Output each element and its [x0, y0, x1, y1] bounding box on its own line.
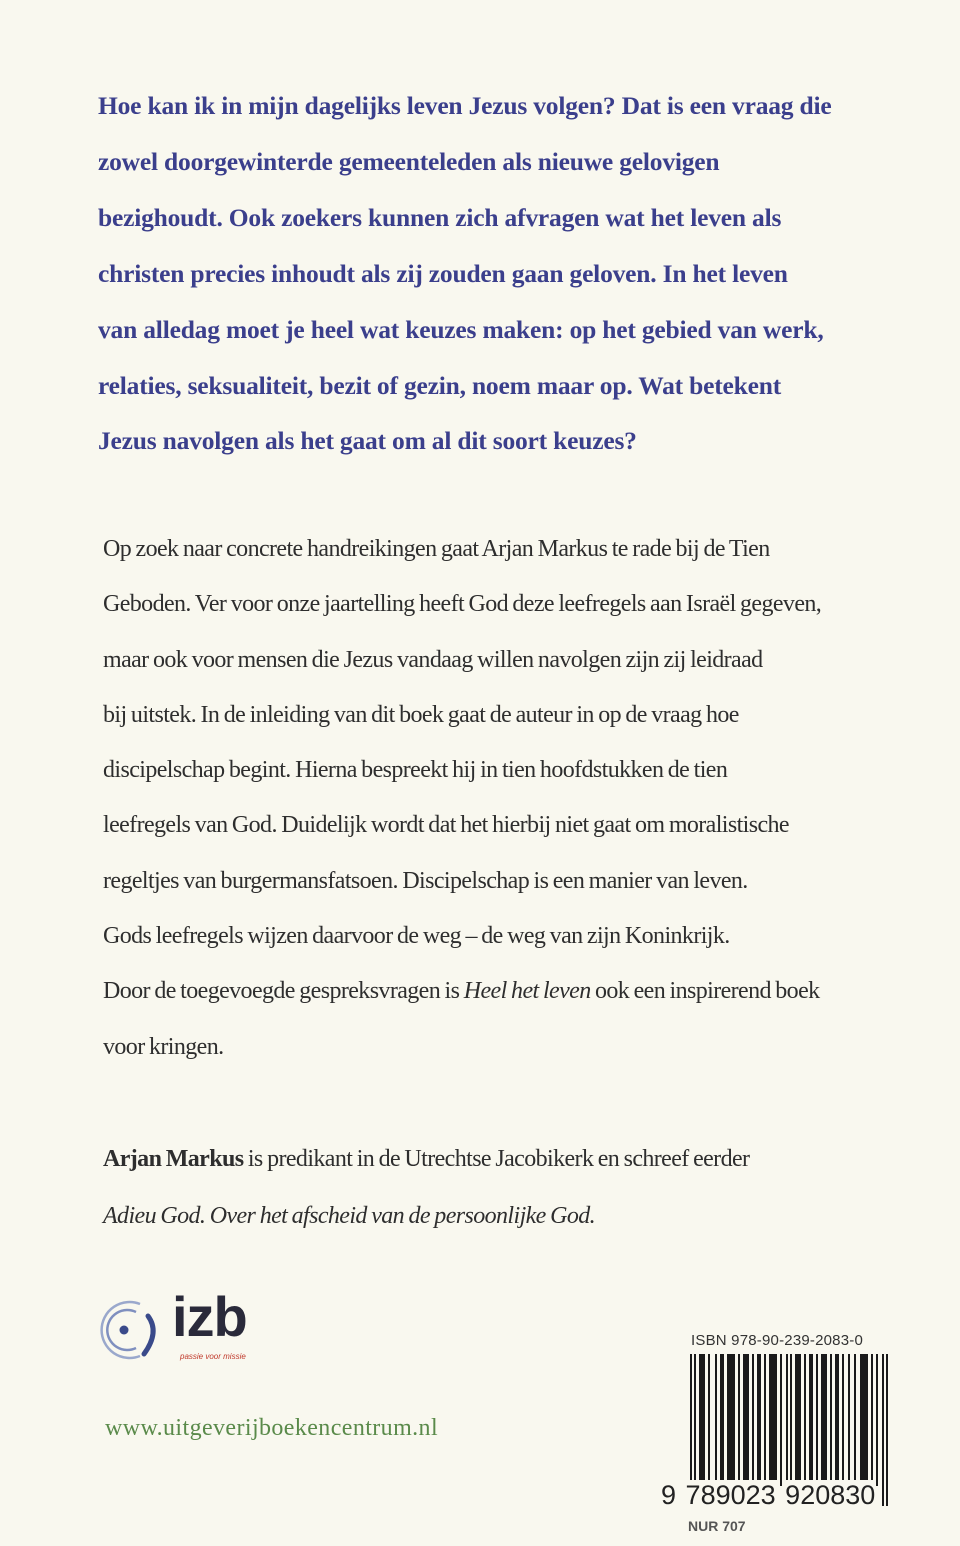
bio-text: is predikant in de Utrechtse Jacobikerk en schreef eerder	[243, 1146, 750, 1172]
body-line: Op zoek naar concrete handreikingen gaat Arjan Markus te rade bij de Tien	[103, 536, 770, 562]
isbn-barcode	[660, 1332, 896, 1546]
nur-code: NUR 707	[688, 1518, 746, 1534]
previous-book-text: Adieu God. Over het afscheid van de persoonlijke God.	[103, 1202, 596, 1229]
body-line: Geboden. Ver voor onze jaartelling heeft God deze leefregels aan Israël gegeven,	[103, 591, 822, 618]
author-name: Arjan Markus	[103, 1146, 244, 1172]
body-line: Gods leefregels wijzen daarvoor de weg – de weg van zijn Koninkrijk.	[103, 923, 730, 950]
intro-line: zowel doorgewinterde gemeenteleden als nieuwe gelovigen	[98, 146, 720, 176]
intro-line: Hoe kan ik in mijn dagelijks leven Jezus volgen? Dat is een vraag die	[98, 91, 832, 120]
previous-book-title	[103, 1188, 923, 1245]
intro-line: van alledag moet je heel wat keuzes maken: op het gebied van werk,	[98, 314, 824, 344]
description-paragraph	[103, 522, 923, 1075]
body-text: Door de toegevoegde gespreksvragen is	[103, 978, 464, 1005]
body-line: discipelschap begint. Hierna bespreekt hij in tien hoofdstukken de tien	[103, 757, 728, 784]
izb-logo	[100, 1285, 270, 1370]
intro-line: Jezus navolgen als het gaat om al dit soort keuzes?	[98, 426, 637, 456]
body-line	[103, 964, 923, 1019]
barcode-digits-left: 789023	[685, 1480, 776, 1510]
izb-tagline: passie voor missie	[180, 1352, 246, 1361]
author-bio	[103, 1131, 923, 1244]
body-line: regeltjes van burgermansfatsoen. Discipelschap is een manier van leven.	[103, 867, 748, 894]
body-line: maar ook voor mensen die Jezus vandaag willen navolgen zijn zij leidraad	[103, 646, 763, 673]
intro-line: relaties, seksualiteit, bezit of gezin, noem maar op. Wat betekent	[98, 370, 782, 400]
intro-paragraph	[98, 78, 918, 469]
izb-logo-text: izb	[172, 1285, 247, 1348]
barcode-digits-right: 920830	[785, 1480, 876, 1510]
body-line: bij uitstek. In de inleiding van dit boek gaat de auteur in op de vraag hoe	[103, 701, 739, 728]
body-text: ook een inspirerend boek	[590, 978, 820, 1005]
isbn-label: ISBN 978-90-239-2083-0	[691, 1332, 864, 1349]
body-line: leefregels van God. Duidelijk wordt dat het hierbij niet gaat om moralistische	[103, 812, 789, 839]
intro-line: bezighoudt. Ook zoekers kunnen zich afvragen wat het leven als	[98, 202, 782, 232]
barcode-digit-first: 9	[661, 1480, 677, 1510]
publisher-url[interactable]: www.uitgeverijboekencentrum.nl	[105, 1415, 439, 1441]
intro-line: christen precies inhoudt als zij zouden gaan geloven. In het leven	[98, 258, 788, 288]
book-title: Heel het leven	[463, 978, 591, 1005]
barcode-digits	[660, 1480, 876, 1511]
izb-swirl-icon	[100, 1296, 166, 1362]
body-line: voor kringen.	[103, 1033, 224, 1060]
bio-line	[103, 1131, 923, 1188]
